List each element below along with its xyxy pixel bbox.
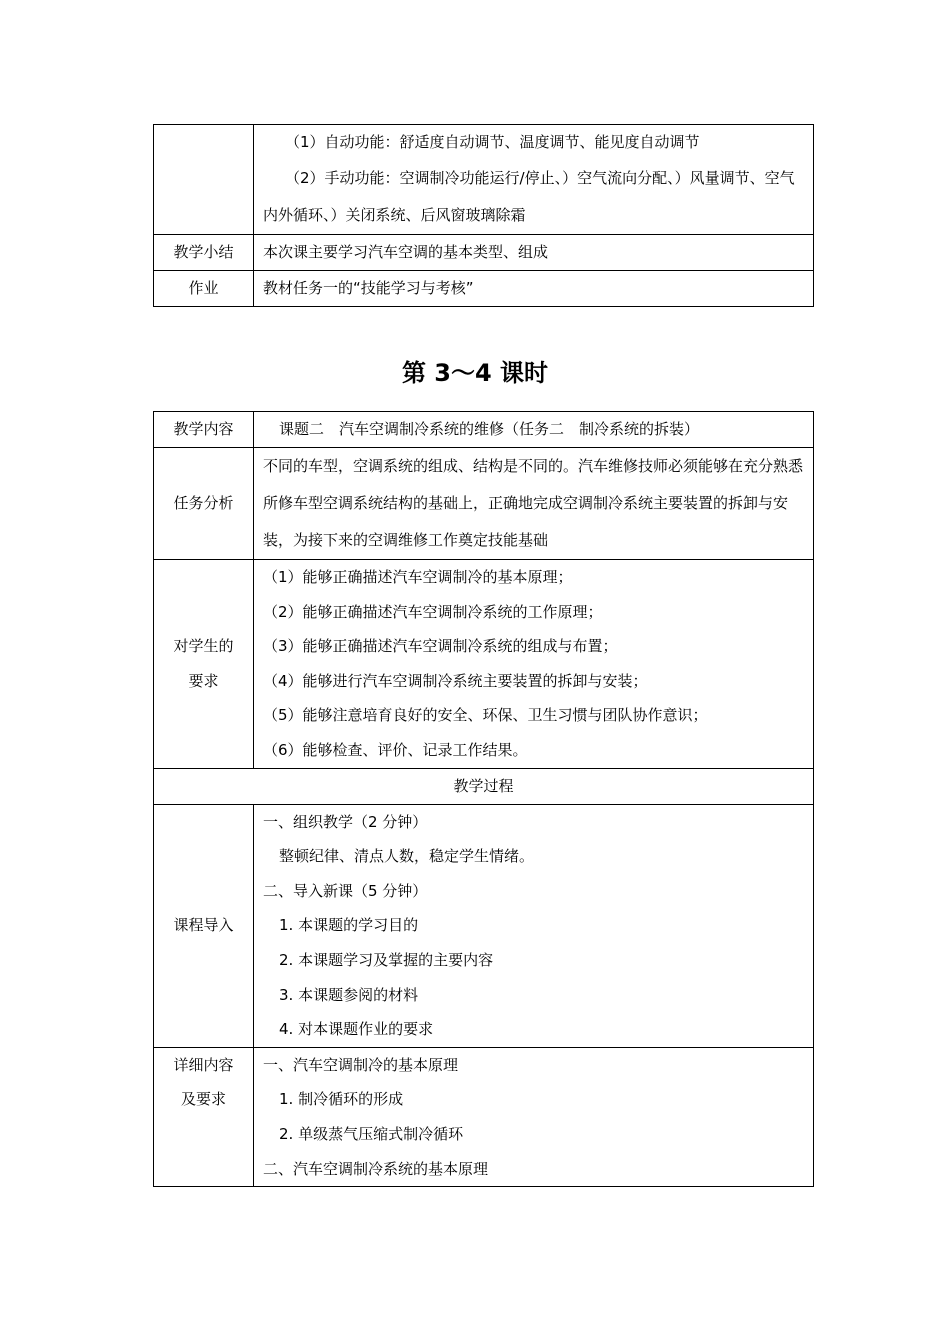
details-cell <box>254 1047 814 1186</box>
lesson-table <box>153 411 814 1187</box>
list-item: 1. 本课题的学习目的 <box>279 916 419 935</box>
row-label-homework: 作业 <box>154 270 254 306</box>
homework-text: 教材任务一的“技能学习与考核” <box>263 278 474 297</box>
label-line: 对学生的 <box>173 637 234 656</box>
list-item: 整顿纪律、清点人数，稳定学生情绪。 <box>279 847 535 866</box>
list-item: （3）能够正确描述汽车空调制冷系统的组成与布置； <box>263 637 618 656</box>
list-item: 二、导入新课（5 分钟） <box>263 881 428 900</box>
row-label-details <box>154 1047 254 1186</box>
label-line: 详细内容 <box>173 1055 234 1074</box>
list-item: 3. 本课题参阅的材料 <box>279 985 419 1004</box>
table-row <box>154 768 814 804</box>
list-item: （2）能够正确描述汽车空调制冷系统的工作原理； <box>263 602 603 621</box>
function-list-cell <box>254 125 814 235</box>
list-item: 一、汽车空调制冷的基本原理 <box>263 1055 459 1074</box>
list-item: （5）能够注意培育良好的安全、环保、卫生习惯与团队协作意识； <box>263 706 708 725</box>
table-row <box>154 270 814 306</box>
list-item: 4. 对本课题作业的要求 <box>279 1020 434 1039</box>
task-analysis-text: 不同的车型，空调系统的组成、结构是不同的。汽车维修技师必须能够在充分熟悉所修车型空调系统结构的基础上，正确地完成空调制冷系统主要装置的拆卸与安装，为接下来的空调维修工作奠定技能基础 <box>263 457 804 549</box>
table-row <box>154 560 814 769</box>
table-row <box>154 234 814 270</box>
label-line: 要求 <box>188 671 219 690</box>
teaching-process-header: 教学过程 <box>154 768 814 804</box>
row-label-empty <box>154 125 254 235</box>
label-line: 及要求 <box>180 1090 226 1109</box>
list-item: （6）能够检查、评价、记录工作结果。 <box>263 740 528 759</box>
homework-content <box>254 270 814 306</box>
row-label-student-requirements <box>154 560 254 769</box>
lesson-table-continued <box>153 124 814 307</box>
section-title: 第 3～4 课时 <box>401 359 549 387</box>
table-row <box>154 1047 814 1186</box>
list-item: 一、组织教学（2 分钟） <box>263 812 428 831</box>
course-intro-cell <box>254 804 814 1047</box>
list-item: 2. 单级蒸气压缩式制冷循环 <box>279 1124 464 1143</box>
auto-function-line: （1）自动功能：舒适度自动调节、温度调节、能见度自动调节 <box>285 133 700 151</box>
list-item: （4）能够进行汽车空调制冷系统主要装置的拆卸与安装； <box>263 671 648 690</box>
table-row <box>154 125 814 235</box>
row-label-teaching-content: 教学内容 <box>154 412 254 448</box>
row-label-course-intro: 课程导入 <box>154 804 254 1047</box>
manual-function-line: （2）手动功能：空调制冷功能运行/停止、）空气流向分配、）风量调节、空气内外循环、）关闭系统、后风窗玻璃除霜 <box>263 168 795 224</box>
task-analysis-cell <box>254 448 814 560</box>
row-label-summary: 教学小结 <box>154 234 254 270</box>
summary-text: 本次课主要学习汽车空调的基本类型、组成 <box>263 242 549 261</box>
table-row <box>154 412 814 448</box>
list-item: 2. 本课题学习及掌握的主要内容 <box>279 950 494 969</box>
table-row <box>154 804 814 1047</box>
list-item: 1. 制冷循环的形成 <box>279 1090 404 1109</box>
teaching-content-text: 课题二 汽车空调制冷系统的维修（任务二 制冷系统的拆装） <box>279 420 700 439</box>
teaching-content-cell <box>254 412 814 448</box>
requirements-cell <box>254 560 814 769</box>
list-item: 二、汽车空调制冷系统的基本原理 <box>263 1159 489 1178</box>
table-row <box>154 448 814 560</box>
summary-content <box>254 234 814 270</box>
row-label-task-analysis: 任务分析 <box>154 448 254 560</box>
list-item: （1）能够正确描述汽车空调制冷的基本原理； <box>263 568 573 586</box>
